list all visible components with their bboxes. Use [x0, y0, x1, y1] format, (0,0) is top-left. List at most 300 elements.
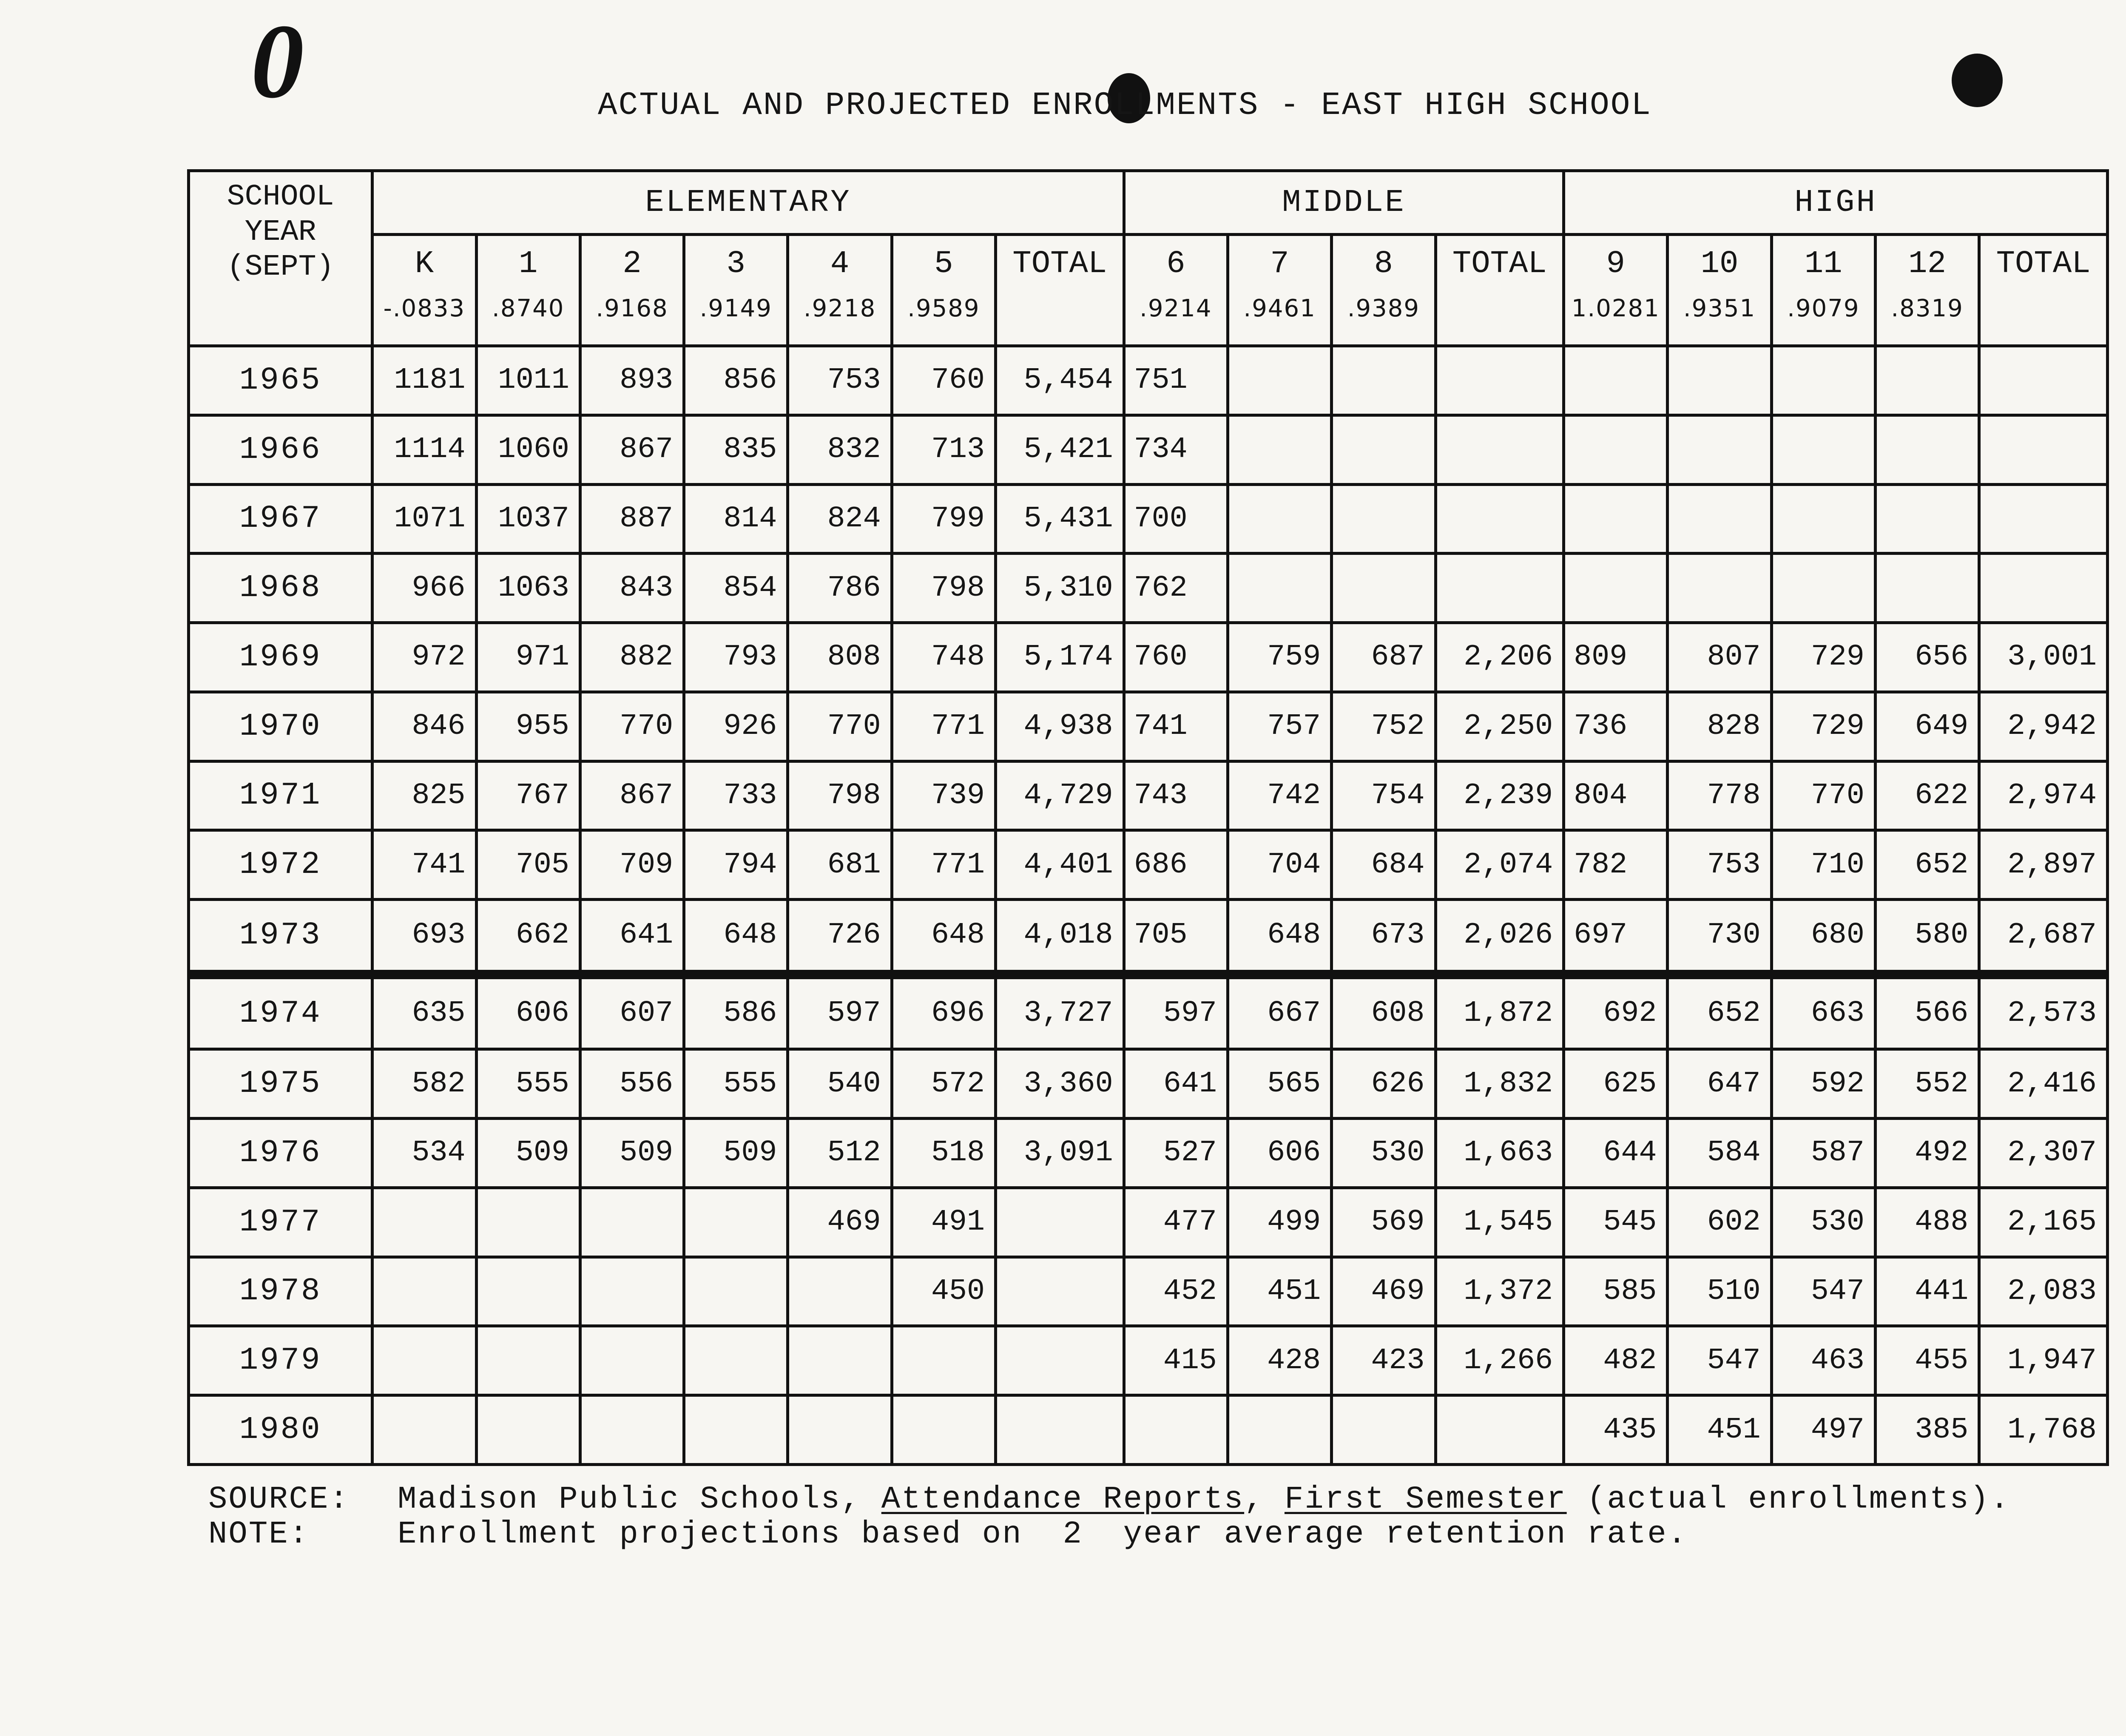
enrollment-cell: 649 — [1875, 692, 1979, 761]
enrollment-cell: 741 — [372, 830, 476, 900]
source-separator: , — [1244, 1482, 1285, 1517]
enrollment-cell: 3,001 — [1979, 623, 2108, 692]
table-row — [189, 900, 2108, 975]
enrollment-cell: 736 — [1564, 692, 1668, 761]
enrollment-cell: 1,663 — [1435, 1119, 1564, 1188]
grade-label: 7 — [1270, 246, 1289, 282]
enrollment-cell: 770 — [1771, 761, 1875, 830]
enrollment-cell: 641 — [580, 900, 684, 975]
enrollment-cell: 835 — [684, 415, 788, 484]
enrollment-cell: 4,938 — [995, 692, 1124, 761]
enrollment-cell: 509 — [580, 1119, 684, 1188]
school-year-cell: 1975 — [189, 1049, 372, 1119]
table-row — [189, 1188, 2108, 1257]
grade-header-6 — [1124, 235, 1228, 346]
enrollment-cell — [372, 1257, 476, 1326]
source-note — [208, 1482, 2010, 1552]
enrollment-cell: 748 — [892, 623, 995, 692]
school-year-cell: 1969 — [189, 623, 372, 692]
elementary-group-header: ELEMENTARY — [372, 171, 1124, 235]
table-row — [189, 1119, 2108, 1188]
enrollment-cell: 477 — [1124, 1188, 1228, 1257]
enrollment-cell — [684, 1257, 788, 1326]
enrollment-cell — [476, 1326, 580, 1395]
document-title: ACTUAL AND PROJECTED ENROLLMENTS - EAST HIGH SCHOOL — [598, 87, 1652, 124]
enrollment-cell: 1037 — [476, 484, 580, 554]
retention-rate: .8740 — [492, 294, 565, 322]
enrollment-cell: 556 — [580, 1049, 684, 1119]
enrollment-cell — [684, 1395, 788, 1465]
enrollment-cell: 799 — [892, 484, 995, 554]
enrollment-cell: 710 — [1771, 830, 1875, 900]
enrollment-cell — [1228, 484, 1331, 554]
enrollment-cell: 1063 — [476, 554, 580, 623]
enrollment-cell: 5,174 — [995, 623, 1124, 692]
enrollment-cell: 972 — [372, 623, 476, 692]
enrollment-cell: 2,026 — [1435, 900, 1564, 975]
enrollment-cell: 647 — [1668, 1049, 1771, 1119]
retention-rate: .9168 — [596, 294, 668, 322]
retention-rate: .9351 — [1683, 294, 1756, 322]
enrollment-cell: 743 — [1124, 761, 1228, 830]
grade-header-total — [995, 235, 1124, 346]
enrollment-cell: 451 — [1668, 1395, 1771, 1465]
enrollment-cell: 509 — [684, 1119, 788, 1188]
enrollment-cell — [1228, 554, 1331, 623]
enrollment-cell: 530 — [1332, 1119, 1435, 1188]
enrollment-cell — [372, 1188, 476, 1257]
enrollment-cell: 450 — [892, 1257, 995, 1326]
enrollment-cell: 705 — [1124, 900, 1228, 975]
grade-label: 4 — [830, 246, 850, 282]
enrollment-cell — [1332, 1395, 1435, 1465]
enrollment-cell: 488 — [1875, 1188, 1979, 1257]
enrollment-cell: 762 — [1124, 554, 1228, 623]
enrollment-cell: 846 — [372, 692, 476, 761]
enrollment-cell — [684, 1326, 788, 1395]
table-row — [189, 1395, 2108, 1465]
enrollment-cell: 742 — [1228, 761, 1331, 830]
enrollment-cell: 757 — [1228, 692, 1331, 761]
enrollment-cell: 469 — [788, 1188, 892, 1257]
enrollment-cell: 512 — [788, 1119, 892, 1188]
enrollment-cell: 955 — [476, 692, 580, 761]
retention-rate: .9079 — [1787, 294, 1860, 322]
enrollment-cell: 824 — [788, 484, 892, 554]
enrollment-cell: 423 — [1332, 1326, 1435, 1395]
enrollment-cell — [684, 1188, 788, 1257]
enrollment-cell: 509 — [476, 1119, 580, 1188]
enrollment-cell: 684 — [1332, 830, 1435, 900]
enrollment-cell: 469 — [1332, 1257, 1435, 1326]
enrollment-cell: 843 — [580, 554, 684, 623]
enrollment-cell: 592 — [1771, 1049, 1875, 1119]
grade-label: 6 — [1166, 246, 1185, 282]
grade-label: 9 — [1606, 246, 1625, 282]
enrollment-cell: 5,454 — [995, 346, 1124, 415]
enrollment-cell: 709 — [580, 830, 684, 900]
enrollment-cell — [372, 1326, 476, 1395]
enrollment-cell: 587 — [1771, 1119, 1875, 1188]
enrollment-cell: 741 — [1124, 692, 1228, 761]
table-row — [189, 484, 2108, 554]
enrollment-cell — [892, 1395, 995, 1465]
enrollment-cell: 854 — [684, 554, 788, 623]
school-year-cell: 1970 — [189, 692, 372, 761]
enrollment-cell: 729 — [1771, 623, 1875, 692]
table-row — [189, 623, 2108, 692]
school-year-cell: 1978 — [189, 1257, 372, 1326]
source-line — [208, 1482, 2010, 1517]
enrollment-cell: 1071 — [372, 484, 476, 554]
grade-label: 8 — [1374, 246, 1393, 282]
enrollment-cell: 798 — [892, 554, 995, 623]
enrollment-cell: 602 — [1668, 1188, 1771, 1257]
enrollment-cell — [995, 1395, 1124, 1465]
enrollment-cell: 832 — [788, 415, 892, 484]
retention-rate: .9589 — [907, 294, 980, 322]
enrollment-cell: 2,416 — [1979, 1049, 2108, 1119]
enrollment-cell: 804 — [1564, 761, 1668, 830]
enrollment-cell: 415 — [1124, 1326, 1228, 1395]
enrollment-cell: 692 — [1564, 975, 1668, 1049]
enrollment-cell: 893 — [580, 346, 684, 415]
enrollment-cell: 582 — [372, 1049, 476, 1119]
enrollment-cell: 510 — [1668, 1257, 1771, 1326]
enrollment-cell: 569 — [1332, 1188, 1435, 1257]
table-row — [189, 761, 2108, 830]
enrollment-cell — [1124, 1395, 1228, 1465]
school-year-cell: 1979 — [189, 1326, 372, 1395]
source-label: SOURCE: — [208, 1482, 350, 1517]
table-row — [189, 1257, 2108, 1326]
enrollment-cell: 667 — [1228, 975, 1331, 1049]
enrollment-cell — [1668, 415, 1771, 484]
retention-rate: .8319 — [1891, 294, 1964, 322]
enrollment-cell — [580, 1257, 684, 1326]
school-year-cell: 1976 — [189, 1119, 372, 1188]
enrollment-cell: 428 — [1228, 1326, 1331, 1395]
grade-header-8 — [1332, 235, 1435, 346]
enrollment-cell: 867 — [580, 761, 684, 830]
enrollment-cell: 648 — [892, 900, 995, 975]
school-year-cell: 1974 — [189, 975, 372, 1049]
grade-label: 3 — [726, 246, 745, 282]
school-year-cell: 1980 — [189, 1395, 372, 1465]
grade-label: 2 — [622, 246, 642, 282]
enrollment-cell: 2,897 — [1979, 830, 2108, 900]
enrollment-cell: 385 — [1875, 1395, 1979, 1465]
enrollment-cell — [1668, 554, 1771, 623]
enrollment-cell: 696 — [892, 975, 995, 1049]
enrollment-cell: 1011 — [476, 346, 580, 415]
enrollment-cell — [1435, 1395, 1564, 1465]
enrollment-cell — [580, 1188, 684, 1257]
grade-header-total — [1435, 235, 1564, 346]
enrollment-cell: 566 — [1875, 975, 1979, 1049]
enrollment-cell: 1,545 — [1435, 1188, 1564, 1257]
grade-header-9 — [1564, 235, 1668, 346]
enrollment-cell: 2,974 — [1979, 761, 2108, 830]
enrollment-cell: 2,250 — [1435, 692, 1564, 761]
enrollment-cell: 713 — [892, 415, 995, 484]
enrollment-cell: 663 — [1771, 975, 1875, 1049]
enrollment-cell: 726 — [788, 900, 892, 975]
enrollment-cell: 3,091 — [995, 1119, 1124, 1188]
enrollment-cell: 625 — [1564, 1049, 1668, 1119]
grade-label: TOTAL — [1452, 246, 1547, 282]
enrollment-cell: 2,239 — [1435, 761, 1564, 830]
enrollment-cell — [892, 1326, 995, 1395]
enrollment-cell: 1060 — [476, 415, 580, 484]
enrollment-cell — [1435, 415, 1564, 484]
enrollment-cell — [476, 1188, 580, 1257]
enrollment-cell: 1,872 — [1435, 975, 1564, 1049]
enrollment-cell — [580, 1395, 684, 1465]
enrollment-cell: 586 — [684, 975, 788, 1049]
enrollment-cell — [1668, 346, 1771, 415]
enrollment-cell: 584 — [1668, 1119, 1771, 1188]
enrollment-cell: 771 — [892, 692, 995, 761]
enrollment-cell: 793 — [684, 623, 788, 692]
enrollment-cell: 3,360 — [995, 1049, 1124, 1119]
enrollment-cell: 4,401 — [995, 830, 1124, 900]
enrollment-cell — [995, 1257, 1124, 1326]
enrollment-cell — [1875, 346, 1979, 415]
enrollment-cell — [580, 1326, 684, 1395]
enrollment-cell: 778 — [1668, 761, 1771, 830]
enrollment-cell: 966 — [372, 554, 476, 623]
enrollment-cell — [1435, 484, 1564, 554]
enrollment-cell: 1,372 — [1435, 1257, 1564, 1326]
enrollment-cell: 887 — [580, 484, 684, 554]
enrollment-cell: 1,768 — [1979, 1395, 2108, 1465]
enrollment-cell: 1,266 — [1435, 1326, 1564, 1395]
enrollment-cell: 680 — [1771, 900, 1875, 975]
enrollment-cell — [1228, 346, 1331, 415]
grade-header-5 — [892, 235, 995, 346]
enrollment-cell — [1875, 484, 1979, 554]
middle-group-header: MIDDLE — [1124, 171, 1563, 235]
source-reference-attendance: Attendance Reports — [881, 1482, 1245, 1517]
enrollment-cell: 606 — [476, 975, 580, 1049]
enrollment-cell: 754 — [1332, 761, 1435, 830]
enrollment-cell: 807 — [1668, 623, 1771, 692]
enrollment-cell — [1875, 554, 1979, 623]
enrollment-cell: 770 — [788, 692, 892, 761]
enrollment-cell: 2,942 — [1979, 692, 2108, 761]
retention-rate: 1.0281 — [1571, 294, 1660, 322]
enrollment-cell: 534 — [372, 1119, 476, 1188]
enrollment-cell — [1332, 554, 1435, 623]
enrollment-cell: 729 — [1771, 692, 1875, 761]
enrollment-cell: 3,727 — [995, 975, 1124, 1049]
enrollment-cell: 856 — [684, 346, 788, 415]
enrollment-cell — [1875, 415, 1979, 484]
enrollment-cell: 518 — [892, 1119, 995, 1188]
enrollment-cell — [476, 1395, 580, 1465]
enrollment-cell — [1979, 415, 2108, 484]
enrollment-cell — [995, 1326, 1124, 1395]
enrollment-cell: 652 — [1875, 830, 1979, 900]
retention-rate: .9218 — [803, 294, 876, 322]
enrollment-cell: 491 — [892, 1188, 995, 1257]
enrollment-cell: 547 — [1668, 1326, 1771, 1395]
note-text: Enrollment projections based on 2 year average retention rate. — [398, 1517, 1688, 1552]
enrollment-cell — [1332, 415, 1435, 484]
enrollment-cell: 580 — [1875, 900, 1979, 975]
note-line — [208, 1517, 2010, 1552]
enrollment-cell: 641 — [1124, 1049, 1228, 1119]
enrollment-cell — [788, 1257, 892, 1326]
enrollment-cell — [1771, 415, 1875, 484]
grade-header-7 — [1228, 235, 1331, 346]
enrollment-cell: 662 — [476, 900, 580, 975]
enrollment-cell — [1771, 346, 1875, 415]
enrollment-cell: 597 — [788, 975, 892, 1049]
enrollment-cell — [1564, 484, 1668, 554]
enrollment-cell: 770 — [580, 692, 684, 761]
enrollment-cell: 825 — [372, 761, 476, 830]
enrollment-cell — [1979, 484, 2108, 554]
enrollment-table — [187, 169, 2109, 1466]
enrollment-cell — [788, 1395, 892, 1465]
enrollment-cell: 704 — [1228, 830, 1331, 900]
retention-rate: .9461 — [1243, 294, 1316, 322]
enrollment-cell: 4,729 — [995, 761, 1124, 830]
enrollment-cell: 926 — [684, 692, 788, 761]
school-year-cell: 1971 — [189, 761, 372, 830]
table-row — [189, 554, 2108, 623]
grade-label: 11 — [1804, 246, 1842, 282]
enrollment-cell: 463 — [1771, 1326, 1875, 1395]
enrollment-cell — [1228, 1395, 1331, 1465]
grade-header-10 — [1668, 235, 1771, 346]
enrollment-cell: 867 — [580, 415, 684, 484]
enrollment-cell: 760 — [1124, 623, 1228, 692]
enrollment-cell — [1771, 554, 1875, 623]
enrollment-cell: 606 — [1228, 1119, 1331, 1188]
school-year-cell: 1965 — [189, 346, 372, 415]
high-group-header: HIGH — [1564, 171, 2108, 235]
enrollment-cell: 644 — [1564, 1119, 1668, 1188]
school-year-cell: 1973 — [189, 900, 372, 975]
enrollment-cell: 652 — [1668, 975, 1771, 1049]
enrollment-cell: 492 — [1875, 1119, 1979, 1188]
enrollment-cell: 555 — [476, 1049, 580, 1119]
handwritten-zero-mark: 0 — [251, 3, 304, 120]
enrollment-cell — [788, 1326, 892, 1395]
grade-header-2 — [580, 235, 684, 346]
enrollment-cell — [372, 1395, 476, 1465]
enrollment-cell: 648 — [684, 900, 788, 975]
enrollment-cell: 451 — [1228, 1257, 1331, 1326]
grade-label: 12 — [1908, 246, 1946, 282]
enrollment-cell: 5,431 — [995, 484, 1124, 554]
table-row — [189, 415, 2108, 484]
enrollment-cell — [1564, 346, 1668, 415]
retention-rate: .9149 — [699, 294, 772, 322]
enrollment-cell: 700 — [1124, 484, 1228, 554]
table-row — [189, 346, 2108, 415]
school-year-cell: 1972 — [189, 830, 372, 900]
grade-header-4 — [788, 235, 892, 346]
enrollment-cell: 635 — [372, 975, 476, 1049]
enrollment-cell: 1,947 — [1979, 1326, 2108, 1395]
enrollment-cell: 497 — [1771, 1395, 1875, 1465]
enrollment-cell: 540 — [788, 1049, 892, 1119]
enrollment-cell — [1979, 346, 2108, 415]
enrollment-cell: 2,083 — [1979, 1257, 2108, 1326]
enrollment-cell: 686 — [1124, 830, 1228, 900]
table-row — [189, 1326, 2108, 1395]
enrollment-cell: 2,307 — [1979, 1119, 2108, 1188]
grade-label: 5 — [934, 246, 953, 282]
enrollment-cell: 971 — [476, 623, 580, 692]
grade-label: 10 — [1700, 246, 1739, 282]
enrollment-cell: 1181 — [372, 346, 476, 415]
enrollment-cell: 482 — [1564, 1326, 1668, 1395]
school-year-cell: 1977 — [189, 1188, 372, 1257]
enrollment-cell: 552 — [1875, 1049, 1979, 1119]
retention-rate: .9389 — [1347, 294, 1420, 322]
enrollment-cell: 739 — [892, 761, 995, 830]
enrollment-cell: 687 — [1332, 623, 1435, 692]
enrollment-cell — [995, 1188, 1124, 1257]
enrollment-cell — [1771, 484, 1875, 554]
enrollment-cell — [1435, 346, 1564, 415]
enrollment-cell: 771 — [892, 830, 995, 900]
enrollment-cell: 648 — [1228, 900, 1331, 975]
enrollment-cell: 786 — [788, 554, 892, 623]
enrollment-cell: 1,832 — [1435, 1049, 1564, 1119]
enrollment-cell: 753 — [1668, 830, 1771, 900]
enrollment-cell: 767 — [476, 761, 580, 830]
enrollment-cell: 565 — [1228, 1049, 1331, 1119]
enrollment-cell — [1668, 484, 1771, 554]
enrollment-cell: 572 — [892, 1049, 995, 1119]
enrollment-cell: 705 — [476, 830, 580, 900]
enrollment-cell: 697 — [1564, 900, 1668, 975]
table-row — [189, 975, 2108, 1049]
enrollment-cell: 673 — [1332, 900, 1435, 975]
enrollment-cell: 2,206 — [1435, 623, 1564, 692]
enrollment-cell: 626 — [1332, 1049, 1435, 1119]
enrollment-cell: 585 — [1564, 1257, 1668, 1326]
enrollment-cell: 555 — [684, 1049, 788, 1119]
enrollment-cell: 794 — [684, 830, 788, 900]
enrollment-cell: 882 — [580, 623, 684, 692]
enrollment-cell: 798 — [788, 761, 892, 830]
enrollment-cell — [476, 1257, 580, 1326]
grade-label: TOTAL — [1012, 246, 1107, 282]
enrollment-cell: 452 — [1124, 1257, 1228, 1326]
enrollment-cell: 730 — [1668, 900, 1771, 975]
enrollment-cell — [1228, 415, 1331, 484]
enrollment-cell: 441 — [1875, 1257, 1979, 1326]
table-row — [189, 692, 2108, 761]
enrollment-cell: 547 — [1771, 1257, 1875, 1326]
school-year-cell: 1968 — [189, 554, 372, 623]
enrollment-cell: 752 — [1332, 692, 1435, 761]
enrollment-cell: 5,310 — [995, 554, 1124, 623]
grade-header-11 — [1771, 235, 1875, 346]
enrollment-cell: 2,573 — [1979, 975, 2108, 1049]
retention-rate: .9214 — [1140, 294, 1212, 322]
enrollment-cell: 2,074 — [1435, 830, 1564, 900]
source-text: Madison Public Schools, — [398, 1482, 881, 1517]
table-row — [189, 830, 2108, 900]
